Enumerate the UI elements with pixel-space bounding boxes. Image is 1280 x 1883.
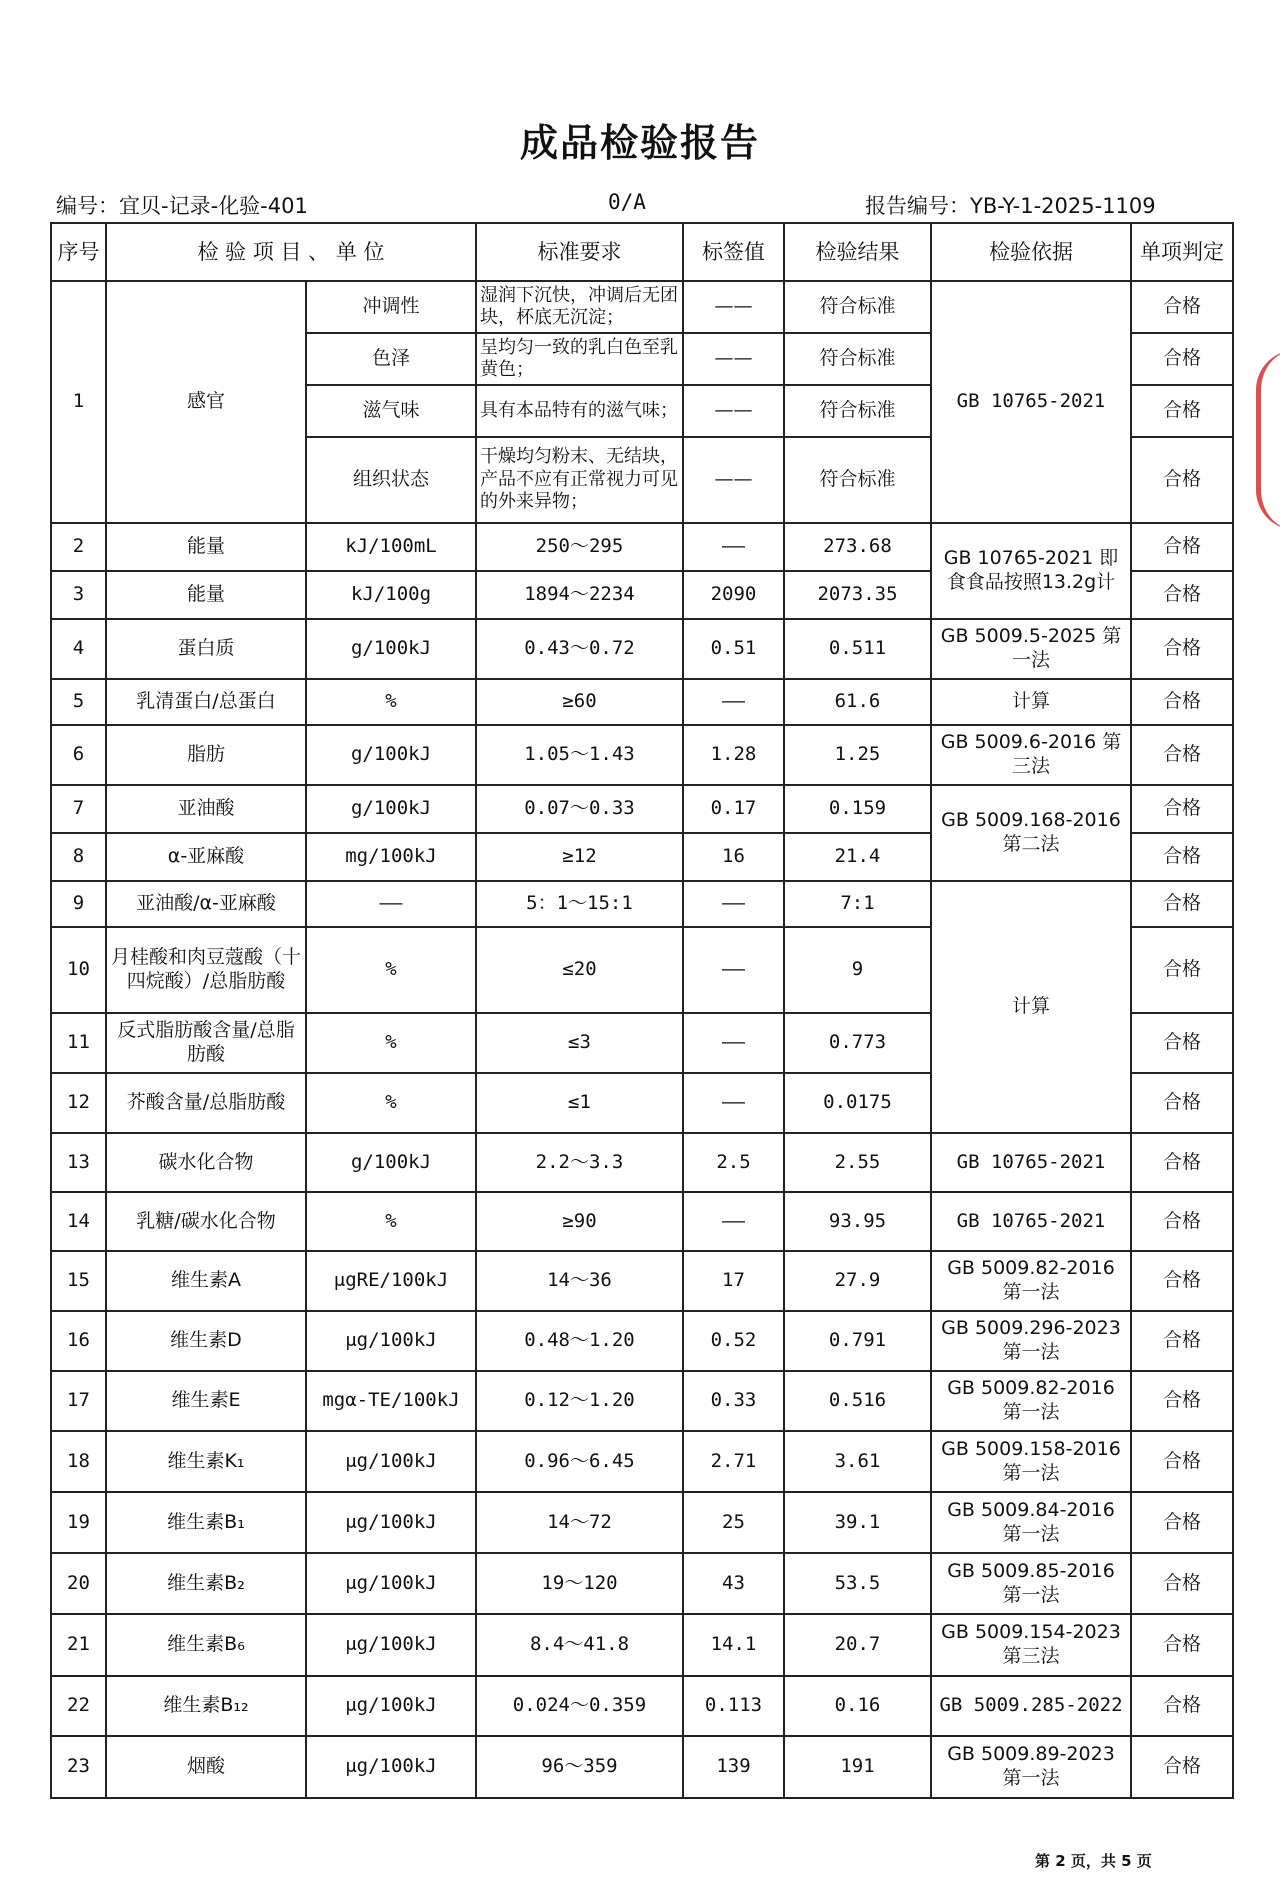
row-no: 9	[51, 881, 106, 927]
label-value: 17	[683, 1251, 784, 1311]
judgement: 合格	[1131, 1492, 1233, 1553]
judgement: 合格	[1131, 881, 1233, 927]
judgement: 合格	[1131, 1133, 1233, 1192]
standard-requirement: ≥12	[476, 833, 683, 881]
sensory-item: 滋气味	[306, 385, 476, 437]
report-number: 报告编号：YB-Y-1-2025-1109	[865, 194, 1156, 218]
header-basis: 检验依据	[931, 223, 1131, 281]
record-number: 编号：宜贝-记录-化验-401	[56, 194, 308, 218]
item-unit: g/100kJ	[306, 785, 476, 833]
item-unit: μgRE/100kJ	[306, 1251, 476, 1311]
judgement: 合格	[1131, 1371, 1233, 1431]
standard-requirement: 湿润下沉快，冲调后无团块，杯底无沉淀；	[476, 281, 683, 333]
label-value: 2.5	[683, 1133, 784, 1192]
test-basis: GB 5009.89-2023 第一法	[931, 1736, 1131, 1798]
test-result: 0.0175	[784, 1073, 931, 1133]
label-value: ——	[683, 333, 784, 385]
row-no: 20	[51, 1553, 106, 1614]
version-number: 0/A	[608, 190, 646, 214]
test-result: 2073.35	[784, 571, 931, 619]
item-unit: μg/100kJ	[306, 1614, 476, 1676]
test-basis: GB 5009.154-2023 第三法	[931, 1614, 1131, 1676]
standard-requirement: 250～295	[476, 523, 683, 571]
item-name: 维生素E	[106, 1371, 306, 1431]
standard-requirement: 干燥均匀粉末、无结块，产品不应有正常视力可见的外来异物；	[476, 437, 683, 523]
standard-requirement: 5：1～15:1	[476, 881, 683, 927]
standard-requirement: 8.4～41.8	[476, 1614, 683, 1676]
label-value: 0.33	[683, 1371, 784, 1431]
table-row	[51, 1492, 1233, 1553]
label-value: 2090	[683, 571, 784, 619]
item-name: 烟酸	[106, 1736, 306, 1798]
judgement: 合格	[1131, 571, 1233, 619]
row-no: 5	[51, 679, 106, 725]
item-name: 能量	[106, 571, 306, 619]
test-result: 0.16	[784, 1676, 931, 1736]
test-result: 符合标准	[784, 437, 931, 523]
item-name: 芥酸含量/总脂肪酸	[106, 1073, 306, 1133]
table-row	[51, 1371, 1233, 1431]
label-value: 1.28	[683, 725, 784, 785]
row-no: 10	[51, 927, 106, 1013]
row-no: 2	[51, 523, 106, 571]
test-result: 7:1	[784, 881, 931, 927]
standard-requirement: 0.12～1.20	[476, 1371, 683, 1431]
standard-requirement: 1.05～1.43	[476, 725, 683, 785]
item-unit: kJ/100g	[306, 571, 476, 619]
item-name: 维生素B₆	[106, 1614, 306, 1676]
table-row	[51, 1676, 1233, 1736]
row-no: 15	[51, 1251, 106, 1311]
label-value: ——	[683, 437, 784, 523]
judgement: 合格	[1131, 619, 1233, 679]
test-result: 0.791	[784, 1311, 931, 1371]
table-row	[51, 1251, 1233, 1311]
page-footer: 第 2 页，共 5 页	[1035, 1852, 1152, 1870]
item-unit: %	[306, 1192, 476, 1251]
item-name: α-亚麻酸	[106, 833, 306, 881]
test-result: 符合标准	[784, 281, 931, 333]
header-judgement: 单项判定	[1131, 223, 1233, 281]
table-row	[51, 1614, 1233, 1676]
test-result: 27.9	[784, 1251, 931, 1311]
table-row	[51, 281, 1233, 333]
item-unit: %	[306, 679, 476, 725]
item-unit: μg/100kJ	[306, 1676, 476, 1736]
judgement: 合格	[1131, 1251, 1233, 1311]
label-value: ——	[683, 523, 784, 571]
table-row	[51, 1736, 1233, 1798]
judgement: 合格	[1131, 1553, 1233, 1614]
item-name: 碳水化合物	[106, 1133, 306, 1192]
header-item: 检 验 项 目 、 单 位	[106, 223, 476, 281]
label-value: 43	[683, 1553, 784, 1614]
table-row	[51, 881, 1233, 927]
test-result: 9	[784, 927, 931, 1013]
label-value: 25	[683, 1492, 784, 1553]
item-unit: μg/100kJ	[306, 1492, 476, 1553]
item-name: 维生素B₁₂	[106, 1676, 306, 1736]
red-seal-stamp	[1256, 350, 1280, 530]
item-name: 月桂酸和肉豆蔻酸（十四烷酸）/总脂肪酸	[106, 927, 306, 1013]
row-no: 23	[51, 1736, 106, 1798]
sensory-item: 组织状态	[306, 437, 476, 523]
judgement: 合格	[1131, 1311, 1233, 1371]
table-row	[51, 1431, 1233, 1492]
row-no: 22	[51, 1676, 106, 1736]
standard-requirement: ≤20	[476, 927, 683, 1013]
sensory-category: 感官	[106, 281, 306, 523]
item-name: 乳清蛋白/总蛋白	[106, 679, 306, 725]
test-result: 0.159	[784, 785, 931, 833]
test-result: 2.55	[784, 1133, 931, 1192]
test-result: 273.68	[784, 523, 931, 571]
label-value: ——	[683, 1192, 784, 1251]
item-unit: μg/100kJ	[306, 1736, 476, 1798]
judgement: 合格	[1131, 1192, 1233, 1251]
judgement: 合格	[1131, 927, 1233, 1013]
test-result: 0.511	[784, 619, 931, 679]
standard-requirement: ≤3	[476, 1013, 683, 1073]
row-no: 21	[51, 1614, 106, 1676]
label-value: ——	[683, 1013, 784, 1073]
table-row	[51, 1311, 1233, 1371]
label-value: 14.1	[683, 1614, 784, 1676]
item-unit: %	[306, 1073, 476, 1133]
label-value: 139	[683, 1736, 784, 1798]
header-result: 检验结果	[784, 223, 931, 281]
item-name: 乳糖/碳水化合物	[106, 1192, 306, 1251]
label-value: ——	[683, 385, 784, 437]
item-name: 维生素B₁	[106, 1492, 306, 1553]
inspection-table	[50, 222, 1234, 1799]
label-value: ——	[683, 1073, 784, 1133]
row-no: 17	[51, 1371, 106, 1431]
judgement: 合格	[1131, 725, 1233, 785]
test-result: 符合标准	[784, 333, 931, 385]
test-basis: GB 5009.296-2023 第一法	[931, 1311, 1131, 1371]
row-no: 1	[51, 281, 106, 523]
test-result: 21.4	[784, 833, 931, 881]
test-result: 53.5	[784, 1553, 931, 1614]
judgement: 合格	[1131, 785, 1233, 833]
test-result: 符合标准	[784, 385, 931, 437]
table-row	[51, 1553, 1233, 1614]
item-unit: g/100kJ	[306, 619, 476, 679]
label-value: 0.113	[683, 1676, 784, 1736]
judgement: 合格	[1131, 1736, 1233, 1798]
item-unit: μg/100kJ	[306, 1553, 476, 1614]
item-unit: μg/100kJ	[306, 1431, 476, 1492]
test-basis: GB 5009.158-2016 第一法	[931, 1431, 1131, 1492]
test-basis: GB 5009.168-2016 第二法	[931, 785, 1131, 881]
test-result: 191	[784, 1736, 931, 1798]
item-unit: g/100kJ	[306, 725, 476, 785]
label-value: 0.17	[683, 785, 784, 833]
standard-requirement: 19～120	[476, 1553, 683, 1614]
judgement: 合格	[1131, 1013, 1233, 1073]
item-unit: mgα-TE/100kJ	[306, 1371, 476, 1431]
judgement: 合格	[1131, 333, 1233, 385]
row-no: 16	[51, 1311, 106, 1371]
judgement: 合格	[1131, 281, 1233, 333]
item-unit: μg/100kJ	[306, 1311, 476, 1371]
test-basis: GB 10765-2021	[931, 1192, 1131, 1251]
row-no: 13	[51, 1133, 106, 1192]
row-no: 3	[51, 571, 106, 619]
standard-requirement: 0.024～0.359	[476, 1676, 683, 1736]
item-name: 亚油酸	[106, 785, 306, 833]
row-no: 18	[51, 1431, 106, 1492]
page-title: 成品检验报告	[519, 121, 760, 165]
standard-requirement: 0.48～1.20	[476, 1311, 683, 1371]
label-value: 16	[683, 833, 784, 881]
test-basis: GB 5009.285-2022	[931, 1676, 1131, 1736]
header-no: 序号	[51, 223, 106, 281]
table-row	[51, 619, 1233, 679]
test-basis: GB 5009.82-2016 第一法	[931, 1371, 1131, 1431]
item-name: 维生素B₂	[106, 1553, 306, 1614]
table-row	[51, 1192, 1233, 1251]
row-no: 19	[51, 1492, 106, 1553]
judgement: 合格	[1131, 1614, 1233, 1676]
test-result: 93.95	[784, 1192, 931, 1251]
judgement: 合格	[1131, 1431, 1233, 1492]
standard-requirement: ≥90	[476, 1192, 683, 1251]
label-value: ——	[683, 927, 784, 1013]
standard-requirement: 具有本品特有的滋气味；	[476, 385, 683, 437]
test-result: 39.1	[784, 1492, 931, 1553]
row-no: 4	[51, 619, 106, 679]
header-standard: 标准要求	[476, 223, 683, 281]
item-name: 维生素A	[106, 1251, 306, 1311]
test-result: 20.7	[784, 1614, 931, 1676]
judgement: 合格	[1131, 1676, 1233, 1736]
test-basis: GB 5009.6-2016 第三法	[931, 725, 1131, 785]
row-no: 11	[51, 1013, 106, 1073]
label-value: ——	[683, 679, 784, 725]
test-basis: GB 10765-2021	[931, 281, 1131, 523]
row-no: 14	[51, 1192, 106, 1251]
table-row	[51, 725, 1233, 785]
judgement: 合格	[1131, 679, 1233, 725]
row-no: 7	[51, 785, 106, 833]
item-unit: mg/100kJ	[306, 833, 476, 881]
judgement: 合格	[1131, 523, 1233, 571]
test-result: 61.6	[784, 679, 931, 725]
table-row	[51, 523, 1233, 571]
label-value: ——	[683, 281, 784, 333]
row-no: 8	[51, 833, 106, 881]
test-result: 0.773	[784, 1013, 931, 1073]
standard-requirement: ≥60	[476, 679, 683, 725]
test-basis: GB 5009.5-2025 第一法	[931, 619, 1131, 679]
item-unit: ——	[306, 881, 476, 927]
standard-requirement: 1894～2234	[476, 571, 683, 619]
row-no: 6	[51, 725, 106, 785]
test-result: 3.61	[784, 1431, 931, 1492]
test-basis: GB 10765-2021 即食食品按照13.2g计	[931, 523, 1131, 619]
item-name: 能量	[106, 523, 306, 571]
sensory-item: 色泽	[306, 333, 476, 385]
item-unit: g/100kJ	[306, 1133, 476, 1192]
standard-requirement: 14～36	[476, 1251, 683, 1311]
label-value: 0.52	[683, 1311, 784, 1371]
test-result: 1.25	[784, 725, 931, 785]
standard-requirement: 14～72	[476, 1492, 683, 1553]
row-no: 12	[51, 1073, 106, 1133]
item-unit: %	[306, 927, 476, 1013]
standard-requirement: ≤1	[476, 1073, 683, 1133]
sensory-item: 冲调性	[306, 281, 476, 333]
item-unit: kJ/100mL	[306, 523, 476, 571]
item-name: 维生素K₁	[106, 1431, 306, 1492]
table-row	[51, 679, 1233, 725]
test-basis: GB 10765-2021	[931, 1133, 1131, 1192]
judgement: 合格	[1131, 1073, 1233, 1133]
item-name: 脂肪	[106, 725, 306, 785]
test-basis: GB 5009.85-2016 第一法	[931, 1553, 1131, 1614]
judgement: 合格	[1131, 833, 1233, 881]
header-label-value: 标签值	[683, 223, 784, 281]
label-value: 2.71	[683, 1431, 784, 1492]
standard-requirement: 2.2～3.3	[476, 1133, 683, 1192]
label-value: ——	[683, 881, 784, 927]
standard-requirement: 0.07～0.33	[476, 785, 683, 833]
test-result: 0.516	[784, 1371, 931, 1431]
table-row	[51, 785, 1233, 833]
item-unit: %	[306, 1013, 476, 1073]
table-header-row	[51, 223, 1233, 281]
standard-requirement: 0.43～0.72	[476, 619, 683, 679]
label-value: 0.51	[683, 619, 784, 679]
standard-requirement: 0.96～6.45	[476, 1431, 683, 1492]
item-name: 亚油酸/α-亚麻酸	[106, 881, 306, 927]
judgement: 合格	[1131, 437, 1233, 523]
item-name: 反式脂肪酸含量/总脂肪酸	[106, 1013, 306, 1073]
standard-requirement: 96～359	[476, 1736, 683, 1798]
test-basis: GB 5009.84-2016 第一法	[931, 1492, 1131, 1553]
item-name: 维生素D	[106, 1311, 306, 1371]
test-basis: GB 5009.82-2016 第一法	[931, 1251, 1131, 1311]
judgement: 合格	[1131, 385, 1233, 437]
standard-requirement: 呈均匀一致的乳白色至乳黄色；	[476, 333, 683, 385]
item-name: 蛋白质	[106, 619, 306, 679]
test-basis: 计算	[931, 679, 1131, 725]
test-basis: 计算	[931, 881, 1131, 1133]
table-row	[51, 1133, 1233, 1192]
